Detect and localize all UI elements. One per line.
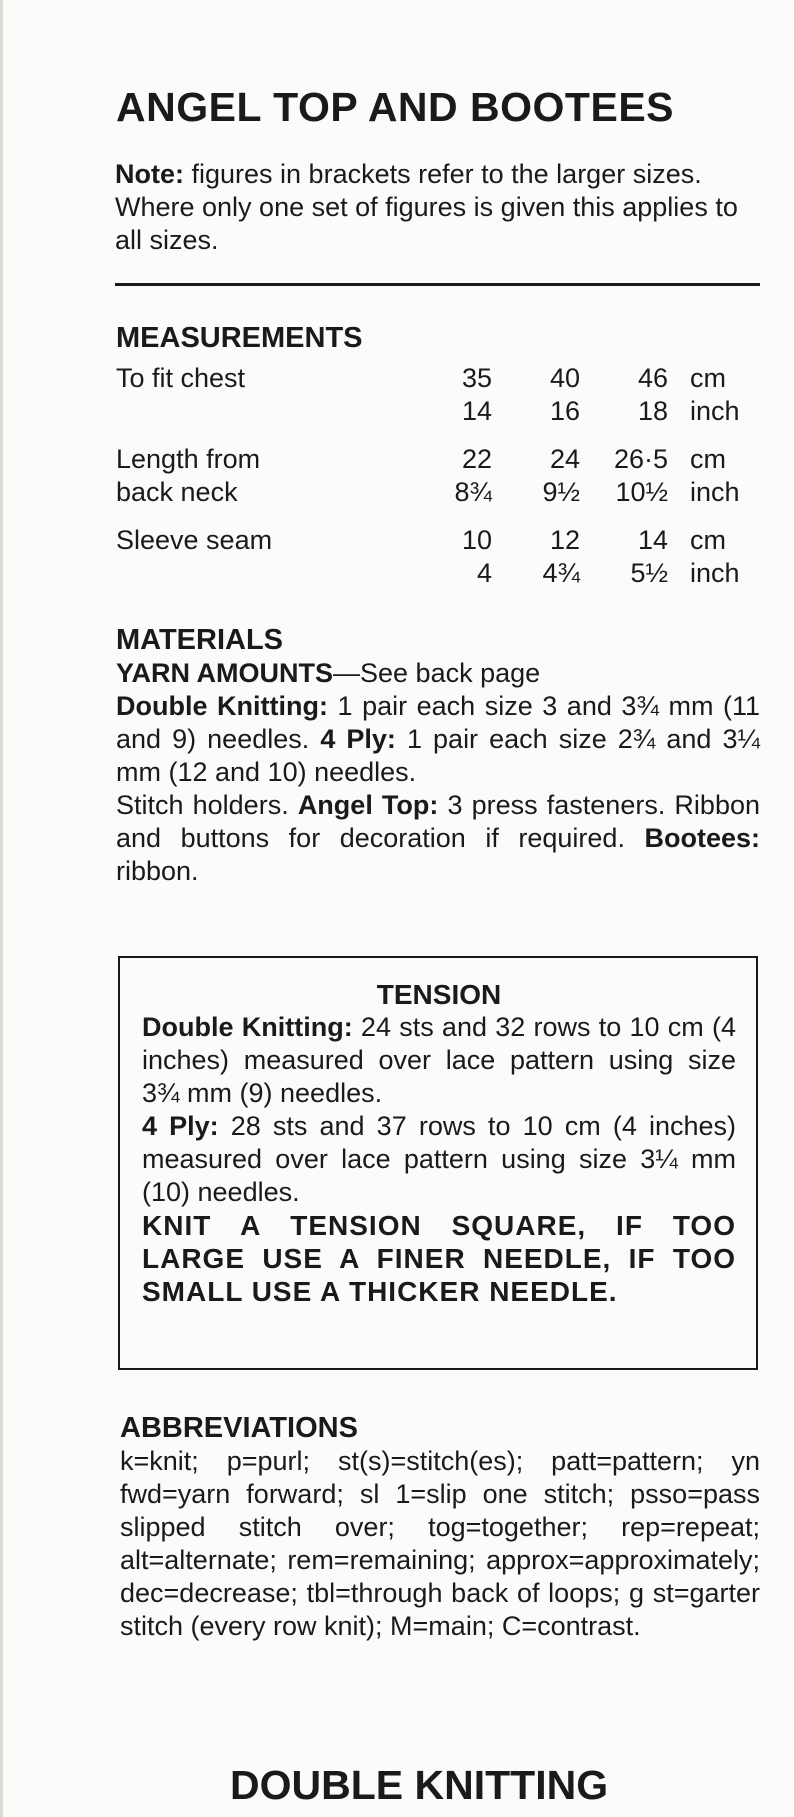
measurement-value: 5½ xyxy=(630,558,668,588)
page-title: ANGEL TOP AND BOOTEES xyxy=(116,84,675,130)
materials-heading: MATERIALS xyxy=(116,624,284,656)
measurement-label: Length from xyxy=(116,444,261,474)
abbreviations-heading: ABBREVIATIONS xyxy=(120,1412,358,1444)
tension-ply-paragraph xyxy=(142,1110,736,1209)
ply-needles-text: 1 pair each size 2¾ and 3¼ mm (12 and 10) needles. xyxy=(116,724,761,787)
tension-ply-text: 28 sts and 37 rows to 10 cm (4 inches) measured over lace pattern using size 3¼ mm (10) needles. xyxy=(142,1111,736,1207)
tension-ply-label: 4 Ply: xyxy=(142,1111,219,1141)
measurement-value: 4¾ xyxy=(542,558,580,588)
measurement-unit: cm xyxy=(690,525,726,555)
measurements-heading: MEASUREMENTS xyxy=(116,322,363,354)
footer-section-title: DOUBLE KNITTING xyxy=(230,1762,609,1808)
measurement-value: 14 xyxy=(637,525,668,555)
yarn-amounts-text: —See back page xyxy=(333,658,541,688)
measurement-value: 9½ xyxy=(542,477,580,507)
dk-label: Double Knitting: xyxy=(116,691,328,721)
measurement-label: Sleeve seam xyxy=(116,525,273,555)
bootees-label: Bootees: xyxy=(644,823,760,853)
angel-top-text: 3 press fasteners. Ribbon and buttons for decoration if required. xyxy=(116,790,760,853)
measurement-value: 26·5 xyxy=(613,444,668,474)
measurement-value: 10½ xyxy=(615,477,668,507)
tension-heading: TENSION xyxy=(376,979,502,1010)
materials-section xyxy=(116,624,760,888)
measurement-unit: inch xyxy=(690,558,740,588)
measurement-unit: inch xyxy=(690,396,740,426)
abbreviations-section xyxy=(120,1412,760,1643)
measurement-value: 14 xyxy=(461,396,492,426)
yarn-amounts-line xyxy=(116,657,760,690)
tension-content xyxy=(142,978,736,1308)
dk-needles-text: 1 pair each size 3 and 3¾ mm (11 and 9) needles. xyxy=(116,691,760,754)
yarn-amounts-label: YARN AMOUNTS xyxy=(116,658,334,688)
measurement-value: 18 xyxy=(637,396,668,426)
measurement-label: back neck xyxy=(116,477,238,507)
note-text: figures in brackets refer to the larger sizes. Where only one set of figures is given this applies to all sizes. xyxy=(115,159,738,255)
tension-warning: KNIT A TENSION SQUARE, IF TOO LARGE USE A FINER NEEDLE, IF TOO SMALL USE A THICKER NEEDLE. xyxy=(142,1210,736,1307)
measurement-value: 12 xyxy=(549,525,580,555)
measurement-value: 40 xyxy=(549,363,580,393)
measurement-unit: inch xyxy=(690,477,740,507)
tension-dk-label: Double Knitting: xyxy=(142,1012,353,1042)
measurement-value: 8¾ xyxy=(454,477,492,507)
measurement-value: 46 xyxy=(637,363,668,393)
measurement-label: To fit chest xyxy=(116,363,246,393)
measurement-value: 16 xyxy=(549,396,580,426)
measurement-value: 24 xyxy=(549,444,580,474)
angel-top-label: Angel Top: xyxy=(297,790,439,820)
note-label: Note: xyxy=(115,159,184,189)
measurement-value: 35 xyxy=(461,363,492,393)
tension-dk-text: 24 sts and 32 rows to 10 cm (4 inches) measured over lace pattern using size 3¾ mm (9) needles. xyxy=(142,1012,736,1108)
abbreviations-text: k=knit; p=purl; st(s)=stitch(es); patt=pattern; yn fwd=yarn forward; sl 1=slip one stitch; psso=pass slipped stitch over; tog=together; rep=repeat; alt=alternate; rem=remaining; approx=approximately; dec=decrease; tbl=through back of loops; g st=garter stitch (every row knit); M=main; C=contrast. xyxy=(120,1446,760,1641)
bootees-text: ribbon. xyxy=(116,856,199,886)
needles-paragraph xyxy=(116,690,760,789)
measurement-unit: cm xyxy=(690,363,726,393)
note-paragraph xyxy=(115,158,760,257)
page-edge-shadow xyxy=(0,0,3,1817)
ply-label: 4 Ply: xyxy=(320,724,396,754)
measurement-value: 10 xyxy=(461,525,492,555)
tension-box xyxy=(118,956,758,1370)
tension-dk-paragraph xyxy=(142,1011,736,1110)
section-divider xyxy=(115,283,760,286)
measurement-unit: cm xyxy=(690,444,726,474)
holders-text: Stitch holders. xyxy=(116,790,298,820)
measurement-value: 22 xyxy=(461,444,492,474)
extras-paragraph xyxy=(116,789,760,888)
measurement-value: 4 xyxy=(476,558,492,588)
